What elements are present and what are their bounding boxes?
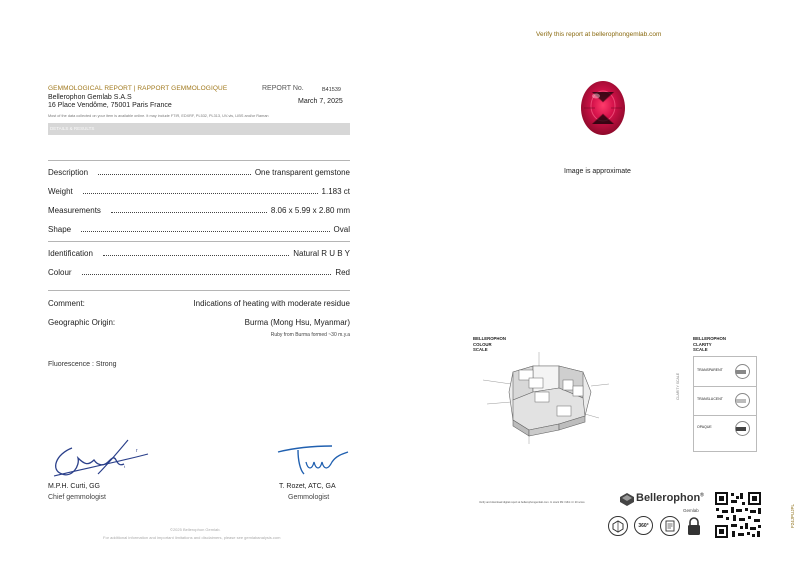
detail-label: Weight xyxy=(48,187,73,196)
divider xyxy=(693,386,757,387)
verify-link[interactable]: Verify this report at bellerophongemlab.com xyxy=(536,31,662,38)
detail-label: Colour xyxy=(48,268,72,277)
clarity-translucent-icon xyxy=(735,393,750,408)
detail-row-shape xyxy=(48,222,350,234)
footer-disclaimer: For additional information and important limitations and disclaimers, please see gemlabanalysis.com xyxy=(103,535,281,540)
fluorescence: Fluorescence : Strong xyxy=(48,361,117,368)
detail-row-identification xyxy=(48,246,350,258)
bottom-verify-note: Verify and download digital report at bellerophongemlab.com. In stock 3M / Mint 4 / 20 score xyxy=(479,501,585,504)
detail-value: 8.06 x 5.99 x 2.80 mm xyxy=(270,206,350,215)
bellerophon-logo-icon xyxy=(620,493,634,506)
section-bar-label: DETAILS & RESULTS xyxy=(50,126,95,131)
svg-text:t: t xyxy=(124,464,126,469)
origin-value: Burma (Mong Hsu, Myanmar) xyxy=(244,318,350,327)
signature-rozet xyxy=(276,440,360,478)
signature-curti xyxy=(48,436,158,482)
clarity-transparent-icon xyxy=(735,364,750,379)
image-caption: Image is approximate xyxy=(564,168,631,175)
company-name: Bellerophon Gemlab S.A.S xyxy=(48,94,132,101)
certificate-icon xyxy=(660,516,680,541)
detail-row-description xyxy=(48,165,350,177)
analysis-fineprint: Most of the data collected on your item is available online. It may include FTIR, EDXRF, PL532, PL313, UV-vis, LIBS and/or Raman xyxy=(48,114,269,118)
divider xyxy=(48,241,350,242)
signer-name: M.P.H. Curti, GG xyxy=(48,483,100,490)
signer-name: T. Rozet, ATC, GA xyxy=(279,483,336,490)
detail-row-colour xyxy=(48,265,350,277)
detail-value: Oval xyxy=(333,225,350,234)
detail-label: Description xyxy=(48,168,89,177)
qr-code[interactable] xyxy=(714,491,762,539)
detail-value: One transparent gemstone xyxy=(254,168,350,177)
origin-note: Ruby from Burma formed ~30 m.y.a xyxy=(270,332,350,338)
comment-label: Comment: xyxy=(48,299,85,308)
clarity-opaque-icon xyxy=(735,421,750,436)
report-date: March 7, 2025 xyxy=(298,98,343,105)
360-view-icon: 360° xyxy=(634,516,653,535)
vertical-report-id: F24JPUJPL xyxy=(790,503,795,528)
colour-scale-diagram xyxy=(473,352,633,452)
detail-value: 1.183 ct xyxy=(321,187,350,196)
company-address: 16 Place Vendôme, 75001 Paris France xyxy=(48,102,172,109)
divider xyxy=(693,415,757,416)
divider xyxy=(48,290,350,291)
signer-role: Chief gemmologist xyxy=(48,494,106,501)
clarity-item-transparent: TRANSPARENT xyxy=(697,368,723,372)
detail-label: Measurements xyxy=(48,206,101,215)
svg-text:r: r xyxy=(136,448,138,454)
colour-scale-heading: BELLEROPHON COLOUR SCALE xyxy=(473,336,506,353)
report-number: B41539 xyxy=(322,87,341,93)
detail-label: Identification xyxy=(48,249,93,258)
report-number-label: REPORT No. xyxy=(262,85,304,92)
gemstone-image xyxy=(578,78,628,138)
clarity-scale-side-label: CLARITY SCALE xyxy=(676,372,680,400)
comment-value: Indications of heating with moderate residue xyxy=(193,299,350,308)
lock-icon xyxy=(686,516,702,541)
report-title: GEMMOLOGICAL REPORT | RAPPORT GEMMOLOGIQUE xyxy=(48,85,228,92)
clarity-item-opaque: OPAQUE xyxy=(697,425,712,429)
gem-box-icon xyxy=(608,516,628,541)
brand-name: Bellerophon® xyxy=(636,492,704,504)
detail-label: Shape xyxy=(48,225,72,234)
divider xyxy=(48,160,350,161)
clarity-item-translucent: TRANSLUCENT xyxy=(697,397,723,401)
detail-row-measurements xyxy=(48,203,350,215)
clarity-scale-heading: BELLEROPHON CLARITY SCALE xyxy=(693,336,726,353)
footer-copyright: ©2025 Bellerophon Gemlab. xyxy=(170,527,221,532)
detail-value: Natural R U B Y xyxy=(293,249,350,258)
brand-subtitle: Gemlab xyxy=(683,508,699,513)
signer-role: Gemmologist xyxy=(288,494,330,501)
detail-value: Red xyxy=(335,268,350,277)
detail-row-weight xyxy=(48,184,350,196)
origin-label: Geographic Origin: xyxy=(48,318,116,327)
